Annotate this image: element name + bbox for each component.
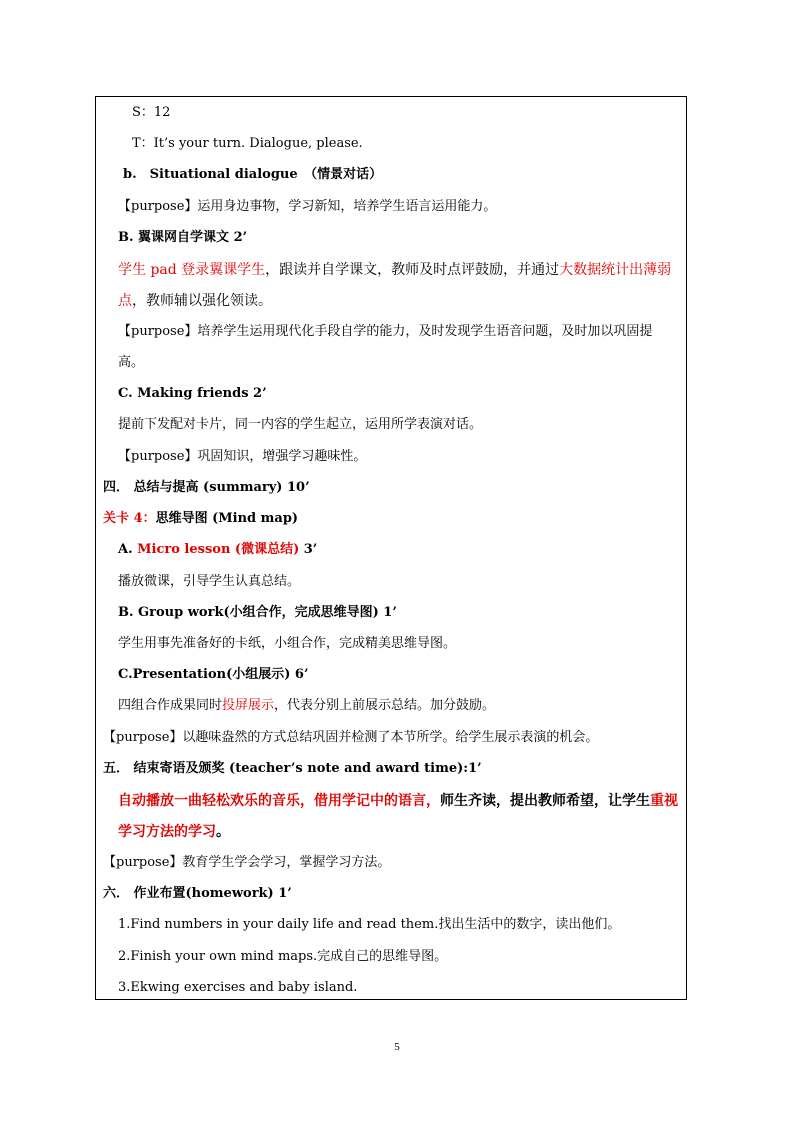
highlight-learning-method: 学习方法的学习 bbox=[118, 824, 216, 840]
section-four-summary: 四． 总结与提高 (summary) 10’ bbox=[103, 480, 310, 495]
purpose-3: 【purpose】巩固知识，增强学习趣味性。 bbox=[118, 449, 367, 464]
line-play-micro: 播放微课，引导学生认真总结。 bbox=[118, 574, 301, 589]
content-table-cell bbox=[95, 96, 687, 1000]
line-auto-music bbox=[118, 792, 678, 810]
line-s12: S：12 bbox=[132, 105, 171, 120]
label-a: A. bbox=[118, 542, 138, 557]
heading-making-friends: C. Making friends 2’ bbox=[118, 386, 267, 401]
text-representatives: ，代表分别上前展示总结。加分鼓励。 bbox=[274, 698, 496, 713]
homework-1: 1.Find numbers in your daily life and read them.找出生活中的数字，读出他们。 bbox=[118, 917, 621, 932]
highlight-big-data: 大数据统计出薄弱 bbox=[559, 262, 672, 278]
purpose-2: 【purpose】培养学生运用现代化手段自学的能力，及时发现学生语音问题，及时加以巩固提 bbox=[118, 324, 653, 339]
page-number: 5 bbox=[394, 1041, 400, 1053]
line-weak-points bbox=[118, 292, 272, 310]
heading-self-study: B. 翼课网自学课文 2’ bbox=[118, 230, 248, 245]
heading-group-work: B. Group work(小组合作，完成思维导图) 1’ bbox=[118, 605, 397, 620]
highlight-point: 点 bbox=[118, 293, 132, 309]
label-time-3: 3’ bbox=[299, 542, 318, 557]
highlight-value: 重视 bbox=[650, 793, 678, 809]
purpose-1: 【purpose】运用身边事物，学习新知，培养学生语言运用能力。 bbox=[118, 199, 497, 214]
line-pad-login bbox=[118, 261, 671, 279]
purpose-5: 【purpose】教育学生学会学习，掌握学习方法。 bbox=[103, 855, 391, 870]
text-group-results: 四组合作成果同时 bbox=[118, 698, 223, 713]
text-read-together: 师生齐读，提出教师希望，让学生 bbox=[440, 793, 650, 809]
homework-2: 2.Finish your own mind maps.完成自己的思维导图。 bbox=[118, 949, 448, 964]
text-follow-read: ，跟读并自学课文，教师及时点评鼓励，并通过 bbox=[265, 262, 560, 278]
heading-presentation: C.Presentation(小组展示) 6’ bbox=[118, 667, 309, 682]
text-mind-map: 思维导图 (Mind map) bbox=[155, 511, 299, 526]
text-teacher-leads: ，教师辅以强化领读。 bbox=[132, 293, 272, 309]
highlight-music: 自动播放一曲轻松欢乐的音乐，借用学记中的语言， bbox=[118, 793, 440, 809]
line-screen-display bbox=[118, 697, 495, 715]
section-six-homework: 六． 作业布置(homework) 1’ bbox=[103, 886, 292, 901]
line-learning-method bbox=[118, 823, 230, 841]
heading-situational-dialogue: b. Situational dialogue （情景对话） bbox=[123, 167, 383, 182]
highlight-pad-login: 学生 pad 登录翼课学生 bbox=[118, 262, 266, 278]
heading-micro-lesson bbox=[118, 541, 317, 559]
text-period: 。 bbox=[216, 824, 230, 840]
highlight-micro-lesson: Micro lesson (微课总结) bbox=[137, 542, 300, 557]
purpose-2-continued: 高。 bbox=[118, 355, 145, 370]
line-cards: 提前下发配对卡片，同一内容的学生起立，运用所学表演对话。 bbox=[118, 417, 483, 432]
highlight-screen-display: 投屏展示 bbox=[222, 698, 275, 713]
highlight-level-4: 关卡 4： bbox=[103, 511, 156, 526]
section-five-closing: 五． 结束寄语及颁奖 (teacher’s note and award time):1’ bbox=[103, 761, 482, 776]
line-teacher-dialogue: T：It’s your turn. Dialogue, please. bbox=[132, 136, 363, 151]
line-card-paper: 学生用事先准备好的卡纸，小组合作，完成精美思维导图。 bbox=[118, 636, 457, 651]
heading-mind-map bbox=[103, 510, 298, 528]
purpose-4: 【purpose】以趣味盎然的方式总结巩固并检测了本节所学。给学生展示表演的机会。 bbox=[103, 730, 599, 745]
homework-3: 3.Ekwing exercises and baby island. bbox=[118, 980, 358, 995]
